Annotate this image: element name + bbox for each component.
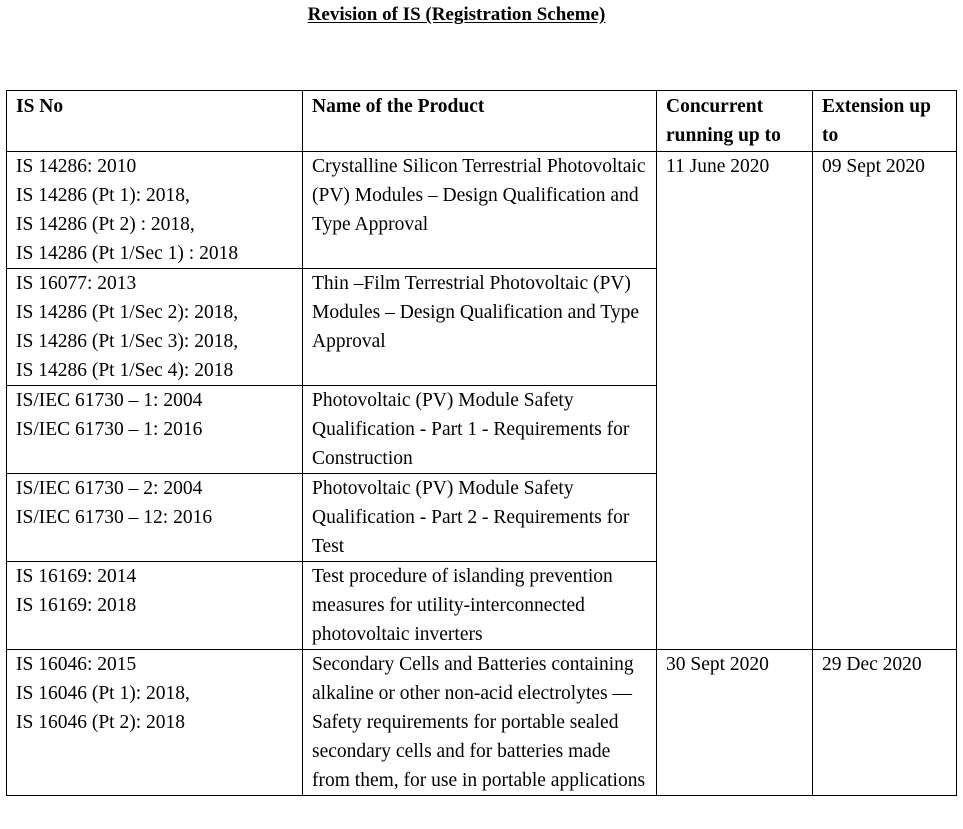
header-product-name: Name of the Product bbox=[303, 91, 657, 152]
is-number: IS 14286 (Pt 1/Sec 4): 2018 bbox=[16, 360, 234, 381]
is-number: IS 16046 (Pt 2): 2018 bbox=[16, 712, 186, 733]
is-number: IS 14286: 2010 bbox=[16, 156, 137, 177]
product-name-cell: Crystalline Silicon Terrestrial Photovoltaic (PV) Modules – Design Qualification and Type Approval bbox=[303, 152, 657, 269]
is-no-cell bbox=[7, 562, 303, 650]
extension-date-cell: 09 Sept 2020 bbox=[813, 152, 957, 650]
header-concurrent-running: Concurrent running up to bbox=[657, 91, 813, 152]
is-number: IS 14286 (Pt 1/Sec 1) : 2018 bbox=[16, 243, 239, 264]
is-number: IS 14286 (Pt 1): 2018, bbox=[16, 185, 190, 206]
header-extension: Extension up to bbox=[813, 91, 957, 152]
is-no-cell bbox=[7, 269, 303, 386]
is-number: IS 14286 (Pt 1/Sec 3): 2018, bbox=[16, 331, 239, 352]
is-no-cell bbox=[7, 386, 303, 474]
is-no-cell bbox=[7, 650, 303, 796]
is-number: IS 16046 (Pt 1): 2018, bbox=[16, 683, 190, 704]
registration-scheme-table bbox=[6, 90, 957, 796]
is-no-cell bbox=[7, 152, 303, 269]
product-name-cell: Photovoltaic (PV) Module Safety Qualification - Part 1 - Requirements for Construction bbox=[303, 386, 657, 474]
document-title: Revision of IS (Registration Scheme) bbox=[307, 4, 606, 25]
is-number: IS 16077: 2013 bbox=[16, 273, 137, 294]
is-number: IS 16169: 2014 bbox=[16, 566, 137, 587]
is-number: IS 14286 (Pt 1/Sec 2): 2018, bbox=[16, 302, 239, 323]
is-number: IS/IEC 61730 – 2: 2004 bbox=[16, 478, 203, 499]
table-row bbox=[7, 152, 957, 269]
is-no-cell bbox=[7, 474, 303, 562]
extension-date-cell: 29 Dec 2020 bbox=[813, 650, 957, 796]
product-name-cell: Photovoltaic (PV) Module Safety Qualification - Part 2 - Requirements for Test bbox=[303, 474, 657, 562]
product-name-cell: Thin –Film Terrestrial Photovoltaic (PV) Modules – Design Qualification and Type Approval bbox=[303, 269, 657, 386]
table-row bbox=[7, 650, 957, 796]
is-number: IS 14286 (Pt 2) : 2018, bbox=[16, 214, 195, 235]
product-name-cell: Secondary Cells and Batteries containing alkaline or other non-acid electrolytes — Safety requirements for portable sealed secondary cells and for batteries made from them, for use in portable applications bbox=[303, 650, 657, 796]
is-number: IS 16046: 2015 bbox=[16, 654, 137, 675]
is-number: IS/IEC 61730 – 1: 2004 bbox=[16, 390, 203, 411]
header-is-no: IS No bbox=[7, 91, 303, 152]
is-number: IS/IEC 61730 – 1: 2016 bbox=[16, 419, 203, 440]
is-number: IS/IEC 61730 – 12: 2016 bbox=[16, 507, 213, 528]
concurrent-date-cell: 11 June 2020 bbox=[657, 152, 813, 650]
concurrent-date-cell: 30 Sept 2020 bbox=[657, 650, 813, 796]
is-number: IS 16169: 2018 bbox=[16, 595, 137, 616]
table-header-row bbox=[7, 91, 957, 152]
product-name-cell: Test procedure of islanding prevention measures for utility-interconnected photovoltaic inverters bbox=[303, 562, 657, 650]
